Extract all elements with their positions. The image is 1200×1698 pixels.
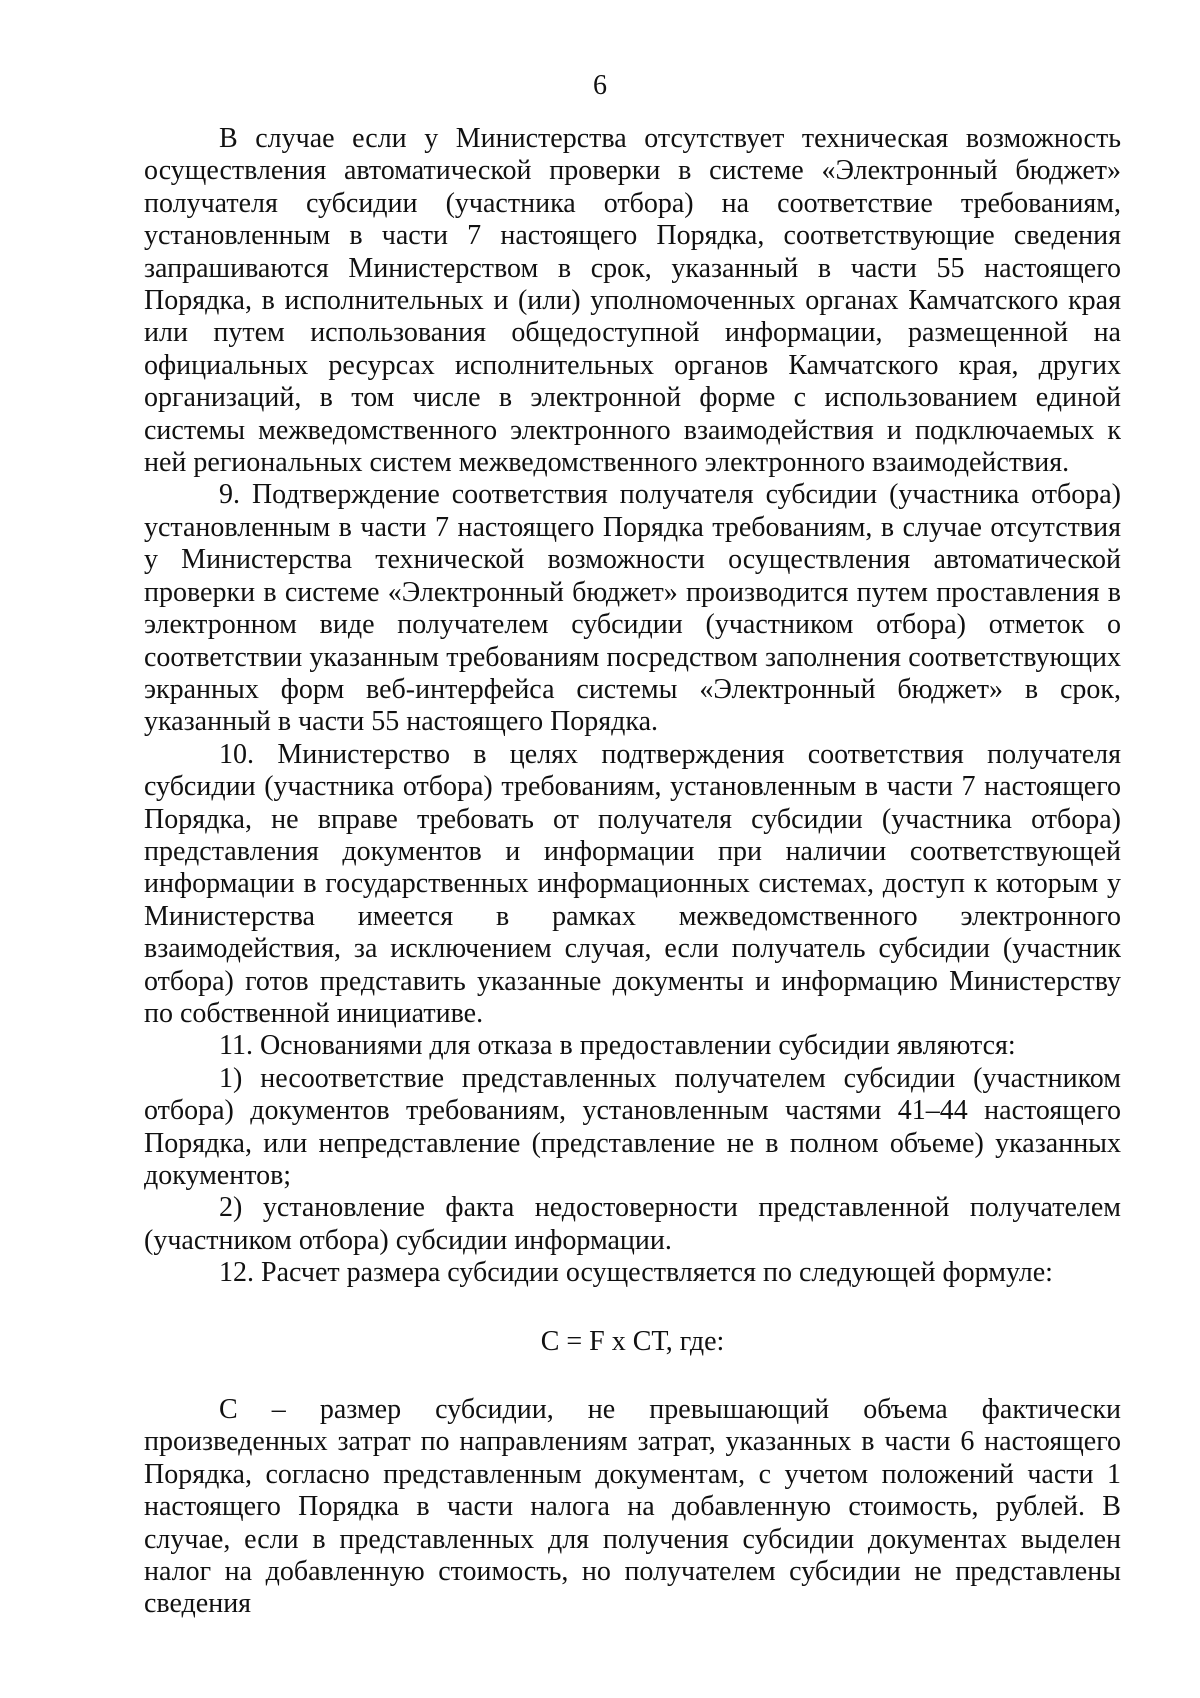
page-number: 6 xyxy=(593,70,607,101)
paragraph-9: 9. Подтверждение соответствия получателя субсидии (участника отбора) установленным в части 7 настоящего Порядка требованиям, в случае отсутствия у Министерства технической возможности осуществления автоматической проверки в системе «Электронный бюджет» производится путем проставления в электронном виде получателем субсидии (участником отбора) отметок о соответствии указанным требованиям посредством заполнения соответствующих экранных форм веб-интерфейса системы «Электронный бюджет» в срок, указанный в части 55 настоящего Порядка. xyxy=(144,479,1121,738)
subsidy-formula: С = F х СТ, где: xyxy=(540,1325,725,1357)
paragraph-verification-request: В случае если у Министерства отсутствует техническая возможность осуществления автоматической проверки в системе «Электронный бюджет» получателя субсидии (участника отбора) на соответствие требованиям, установленным в части 7 настоящего Порядка, соответствующие сведения запрашиваются Министерством в срок, указанный в части 55 настоящего Порядка, в исполнительных и (или) уполномоченных органах Камчатского края или путем использования общедоступной информации, размещенной на официальных ресурсах исполнительных органов Камчатского края, других организаций, в том числе в электронной форме с использованием единой системы межведомственного электронного взаимодействия и подключаемых к ней региональных систем межведомственного электронного взаимодействия. xyxy=(144,123,1121,479)
formula-definition-c: С – размер субсидии, не превышающий объема фактически произведенных затрат по направлениям затрат, указанных в части 6 настоящего Порядка, согласно представленным документам, с учетом положений части 1 настоящего Порядка в части налога на добавленную стоимость, рублей. В случае, если в представленных для получения субсидии документах выделен налог на добавленную стоимость, но получателем субсидии не представлены сведения xyxy=(144,1394,1121,1620)
paragraph-12: 12. Расчет размера субсидии осуществляется по следующей формуле: xyxy=(219,1257,1053,1289)
paragraph-11-item-1: 1) несоответствие представленных получателем субсидии (участником отбора) документов требованиям, установленным частями 41–44 настоящего Порядка, или непредставление (представление не в полном объеме) указанных документов; xyxy=(144,1062,1121,1191)
document-body xyxy=(144,123,1121,1621)
paragraph-11-item-2: 2) установление факта недостоверности представленной получателем (участником отбора) субсидии информации. xyxy=(144,1192,1121,1256)
paragraph-10: 10. Министерство в целях подтверждения соответствия получателя субсидии (участника отбора) требованиям, установленным в части 7 настоящего Порядка, не вправе требовать от получателя субсидии (участника отбора) представления документов и информации при наличии соответствующей информации в государственных информационных системах, доступ к которым у Министерства имеется в рамках межведомственного электронного взаимодействия, за исключением случая, если получатель субсидии (участник отбора) готов представить указанные документы и информацию Министерству по собственной инициативе. xyxy=(144,738,1121,1029)
paragraph-11: 11. Основаниями для отказа в предоставлении субсидии являются: xyxy=(219,1030,1016,1062)
